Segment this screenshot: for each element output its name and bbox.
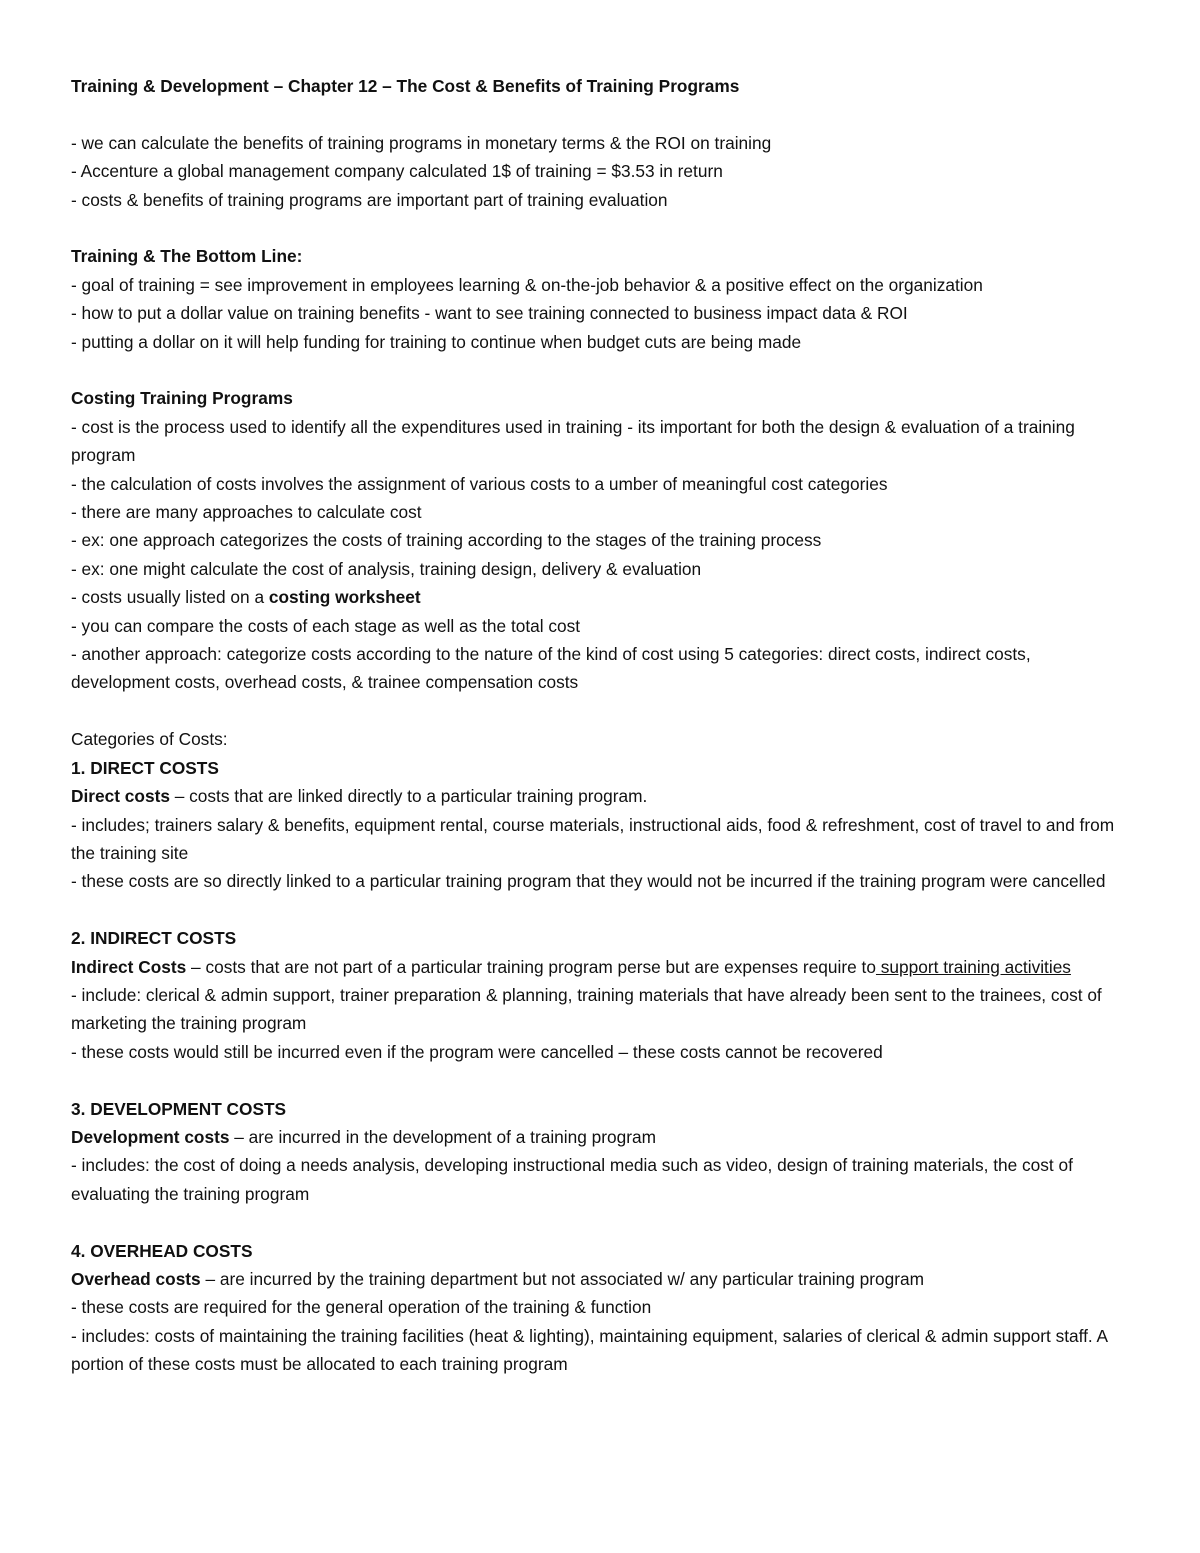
overhead-costs-line-2: - includes: costs of maintaining the training facilities (heat & lighting), maintaining equipment, salaries of clerical & admin support staff. A portion of these costs must be allocated to each training program [71,1325,1108,1375]
costing-line-6 [71,583,1131,611]
costing-line-8: - another approach: categorize costs according to the nature of the kind of cost using 5 categories: direct costs, indirect costs, development costs, overhead costs, & trainee compensation costs [71,644,1031,693]
indirect-costs-heading: 2. INDIRECT COSTS [71,928,237,949]
bottom-line-1: - goal of training = see improvement in employees learning & on-the-job behavior & a positive effect on the organization [71,274,983,295]
costing-line-2: - the calculation of costs involves the assignment of various costs to a umber of meaningful cost categories [71,473,888,494]
costing-line-1: - cost is the process used to identify all the expenditures used in training - its important for both the design & evaluation of a training program [71,416,1075,466]
spacer [71,1066,1131,1094]
bottom-line-3: - putting a dollar on it will help funding for training to continue when budget cuts are being made [71,331,802,352]
document-page [71,72,1131,1379]
spacer [71,214,1131,242]
intro-line-2: - Accenture a global management company calculated 1$ of training = $3.53 in return [71,161,723,182]
direct-costs-definition [71,782,1131,810]
development-costs-line-1: - includes: the cost of doing a needs analysis, developing instructional media such as video, design of training materials, the cost of evaluating the training program [71,1155,1073,1204]
document-title: Training & Development – Chapter 12 – The Cost & Benefits of Training Programs [71,76,740,96]
direct-costs-term: Direct costs [71,786,170,807]
categories-heading: Categories of Costs: [71,729,228,750]
indirect-costs-line-1: - include: clerical & admin support, trainer preparation & planning, training materials that have already been sent to the trainees, cost of marketing the training program [71,984,1102,1034]
overhead-costs-definition-text: – are incurred by the training department but not associated w/ any particular training program [200,1268,924,1289]
costing-line-5: - ex: one might calculate the cost of analysis, training design, delivery & evaluation [71,558,702,579]
indirect-costs-definition [71,953,1131,981]
direct-costs-heading: 1. DIRECT COSTS [71,757,219,778]
direct-costs-definition-text: – costs that are linked directly to a particular training program. [169,786,648,807]
spacer [71,697,1131,725]
overhead-costs-term: Overhead costs [71,1268,201,1289]
spacer [71,1208,1131,1236]
indirect-costs-line-2: - these costs would still be incurred even if the program were cancelled – these costs cannot be recovered [71,1041,883,1062]
direct-costs-line-2: - these costs are so directly linked to a particular training program that they would not be incurred if the training program were cancelled [71,871,1106,892]
costing-line-7: - you can compare the costs of each stage as well as the total cost [71,615,581,636]
overhead-costs-line-1: - these costs are required for the general operation of the training & function [71,1297,652,1318]
development-costs-definition [71,1123,1131,1151]
support-training-activities-text: support training activities [875,956,1071,977]
indirect-costs-definition-text: – costs that are not part of a particular training program perse but are expenses require to [186,956,876,977]
costing-line-6-text: - costs usually listed on a [71,587,269,608]
bottom-line-2: - how to put a dollar value on training benefits - want to see training connected to business impact data & ROI [71,303,908,324]
intro-line-1: - we can calculate the benefits of training programs in monetary terms & the ROI on training [71,132,772,153]
spacer [71,356,1131,384]
costing-heading: Costing Training Programs [71,388,293,409]
bottom-line-heading: Training & The Bottom Line: [71,246,303,267]
direct-costs-line-1: - includes; trainers salary & benefits, equipment rental, course materials, instructional aids, food & refreshment, cost of travel to and from the training site [71,814,1115,863]
intro-line-3: - costs & benefits of training programs are important part of training evaluation [71,189,668,210]
costing-line-3: - there are many approaches to calculate cost [71,502,422,523]
overhead-costs-definition [71,1265,1131,1293]
indirect-costs-term: Indirect Costs [71,956,187,977]
spacer [71,100,1131,128]
costing-worksheet-term: costing worksheet [268,587,421,608]
overhead-costs-heading: 4. OVERHEAD COSTS [71,1240,253,1261]
spacer [71,896,1131,924]
costing-line-4: - ex: one approach categorizes the costs of training according to the stages of the training process [71,530,822,551]
development-costs-heading: 3. DEVELOPMENT COSTS [71,1098,287,1119]
development-costs-definition-text: – are incurred in the development of a training program [229,1126,656,1147]
development-costs-term: Development costs [71,1126,230,1147]
